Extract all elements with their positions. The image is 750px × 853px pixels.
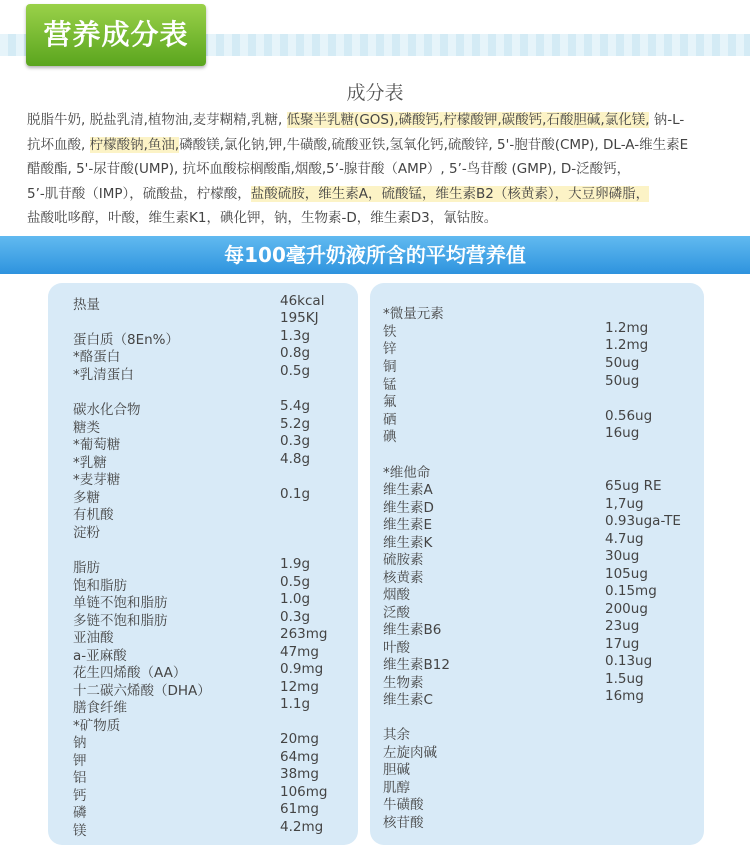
- nutrient-value: 1.3g: [280, 328, 311, 344]
- nutrient-value: 0.3g: [280, 433, 311, 449]
- nutrient-value: 16mg: [605, 688, 644, 704]
- nutrient-name: 脂肪: [73, 560, 100, 576]
- nutrient-value: 46kcal: [280, 293, 325, 309]
- ingredients-line: [27, 133, 735, 158]
- nutrient-name: *麦芽糖: [73, 472, 121, 488]
- nutrient-name: 锌: [383, 341, 397, 357]
- header-bar: [0, 0, 750, 62]
- nutrient-value: 1.9g: [280, 556, 311, 572]
- ingredients-segment: 醋酸酯, 5'-尿苷酸(UMP), 抗坏血酸棕榈酸酯,烟酸,5’-腺苷酸（AMP）, 5’-鸟苷酸 (GMP), D-泛酸钙，: [27, 161, 631, 178]
- ingredients-text: [27, 108, 735, 231]
- ingredients-segment: 盐酸吡哆醇，叶酸，维生素K1，碘化钾，钠，生物素-D，维生素D3，氰钴胺。: [27, 210, 498, 227]
- nutrient-name: *乳清蛋白: [73, 367, 134, 383]
- nutrient-name: 维生素E: [383, 517, 433, 533]
- nutrient-name: *酪蛋白: [73, 349, 121, 365]
- nutrient-value: 1.2mg: [605, 320, 649, 336]
- nutrient-name: 膳食纤维: [73, 700, 127, 716]
- ingredients-subtitle: 成分表: [346, 82, 404, 104]
- nutrient-value: 1.2mg: [605, 337, 649, 353]
- nutrient-value: 17ug: [605, 636, 640, 652]
- nutrient-value: 61mg: [280, 801, 319, 817]
- nutrient-name: *微量元素: [383, 306, 444, 322]
- nutrient-value: 47mg: [280, 644, 319, 660]
- nutrient-name: 锰: [383, 377, 397, 393]
- ingredients-segment: 抗坏血酸,: [27, 136, 90, 153]
- nutrient-value: 65ug RE: [605, 478, 662, 494]
- nutrient-name: 亚油酸: [73, 630, 114, 646]
- nutrient-name: 泛酸: [383, 605, 410, 621]
- ingredients-highlight: 低聚半乳糖(GOS),磷酸钙,柠檬酸钾,碳酸钙,石酸胆碱,氯化镁,: [286, 112, 650, 128]
- nutrient-value: 200ug: [605, 601, 648, 617]
- nutrient-value: 0.56ug: [605, 408, 653, 424]
- nutrient-value: 4.2mg: [280, 819, 324, 835]
- nutrient-name: 维生素D: [383, 500, 434, 516]
- nutrient-name: 氟: [383, 394, 397, 410]
- nutrient-value: 4.8g: [280, 451, 311, 467]
- ingredients-segment: 钠-L-: [649, 112, 685, 128]
- nutrient-name: 钠: [73, 735, 87, 751]
- nutrient-name: 维生素B12: [383, 657, 450, 673]
- nutrient-value: 0.8g: [280, 345, 311, 361]
- nutrient-value: 64mg: [280, 749, 319, 765]
- nutrient-name: 磷: [73, 805, 87, 821]
- nutrition-banner: [0, 236, 750, 274]
- nutrient-value: 263mg: [280, 626, 328, 642]
- nutrient-name: 钾: [73, 753, 87, 769]
- nutrient-name: 淀粉: [73, 525, 100, 541]
- nutrient-value: 5.2g: [280, 416, 311, 432]
- nutrient-value: 12mg: [280, 679, 319, 695]
- nutrient-name: 铁: [383, 324, 397, 340]
- nutrient-name: 胆碱: [383, 762, 410, 778]
- nutrient-name: 维生素K: [383, 535, 433, 551]
- ingredients-highlight: 大豆卵磷脂，: [568, 185, 650, 202]
- nutrient-value: 0.15mg: [605, 583, 657, 599]
- nutrient-value: 0.13ug: [605, 653, 653, 669]
- nutrient-name: 烟酸: [383, 587, 410, 603]
- ingredients-line: [27, 108, 735, 133]
- nutrient-value: 30ug: [605, 548, 640, 564]
- nutrient-name: a-亚麻酸: [73, 648, 127, 664]
- nutrient-value: 1.1g: [280, 696, 311, 712]
- nutrient-value: 1.5ug: [605, 671, 644, 687]
- nutrient-name: 多链不饱和脂肪: [73, 613, 168, 629]
- nutrient-name: 饱和脂肪: [73, 578, 127, 594]
- ingredients-line: [27, 182, 735, 207]
- nutrient-name: 铝: [73, 770, 87, 786]
- nutrient-name: 蛋白质（8En%）: [73, 332, 180, 348]
- nutrient-name: 碘: [383, 429, 397, 445]
- nutrient-value: 0.1g: [280, 486, 311, 502]
- nutrient-name: 核苷酸: [383, 815, 424, 831]
- nutrient-name: 硫胺素: [383, 552, 424, 568]
- nutrient-name: 肌醇: [383, 780, 410, 796]
- nutrient-value: 16ug: [605, 425, 640, 441]
- nutrient-value: 1,7ug: [605, 496, 644, 512]
- nutrient-value: 23ug: [605, 618, 640, 634]
- ingredients-segment: 脱脂牛奶, 脱盐乳清,植物油,麦芽糊精,乳糖,: [27, 112, 287, 128]
- nutrient-name: 碳水化合物: [73, 402, 141, 418]
- nutrient-name: 左旋肉碱: [383, 745, 437, 761]
- nutrient-name: 维生素A: [383, 482, 433, 498]
- nutrient-value: 20mg: [280, 731, 319, 747]
- nutrient-value: 50ug: [605, 373, 640, 389]
- nutrient-value: 0.3g: [280, 609, 311, 625]
- nutrient-name: 生物素: [383, 675, 424, 691]
- nutrient-name: *葡萄糖: [73, 437, 121, 453]
- ingredients-highlight: 盐酸硫胺，维生素A，硫酸锰，维生素B2（核黄素），: [250, 185, 569, 202]
- nutrient-name: 镁: [73, 823, 87, 839]
- page-title: 营养成分表: [43, 18, 189, 51]
- nutrient-name: 单链不饱和脂肪: [73, 595, 168, 611]
- nutrient-value: 5.4g: [280, 398, 311, 414]
- ingredients-line: [27, 206, 735, 231]
- nutrient-value: 105ug: [605, 566, 648, 582]
- nutrient-name: 牛磺酸: [383, 797, 424, 813]
- nutrient-value: 0.9mg: [280, 661, 324, 677]
- nutrient-value: 106mg: [280, 784, 328, 800]
- nutrition-banner-title: 每100毫升奶液所含的平均营养值: [224, 243, 526, 267]
- nutrient-name: 花生四烯酸（AA）: [73, 665, 187, 681]
- nutrient-name: *乳糖: [73, 455, 107, 471]
- nutrient-name: 有机酸: [73, 507, 114, 523]
- nutrient-value: 0.93uga-TE: [605, 513, 681, 529]
- nutrient-name: 钙: [73, 788, 87, 804]
- nutrient-value: 0.5g: [280, 363, 311, 379]
- nutrient-value: 0.5g: [280, 574, 311, 590]
- nutrient-name: 核黄素: [383, 570, 424, 586]
- ingredients-line: [27, 157, 735, 182]
- nutrient-name: 热量: [73, 297, 100, 313]
- ingredients-segment: 磷酸镁,氯化钠,钾,牛磺酸,硫酸亚铁,氢氧化钙,硫酸锌, 5'-胞苷酸(CMP), DL-A-维生素E: [179, 136, 689, 153]
- nutrient-name: 多糖: [73, 490, 100, 506]
- nutrient-name: *维他命: [383, 465, 431, 481]
- nutrient-value: 4.7ug: [605, 531, 644, 547]
- nutrition-panel-left: [48, 283, 358, 845]
- ingredients-segment: 5’-肌苷酸（IMP），硫酸盐，柠檬酸，: [27, 185, 251, 202]
- nutrition-panel-right: [370, 283, 704, 845]
- nutrient-name: 硒: [383, 412, 397, 428]
- nutrient-name: 十二碳六烯酸（DHA）: [73, 683, 211, 699]
- nutrient-name: 叶酸: [383, 640, 410, 656]
- nutrient-name: 糖类: [73, 420, 100, 436]
- nutrient-name: 铜: [383, 359, 397, 375]
- nutrient-name: 维生素B6: [383, 622, 442, 638]
- nutrient-value: 1.0g: [280, 591, 311, 607]
- nutrient-name: *矿物质: [73, 718, 121, 734]
- nutrient-name: 维生素C: [383, 692, 433, 708]
- title-badge: [26, 4, 206, 66]
- ingredients-highlight: 柠檬酸钠,鱼油,: [89, 136, 180, 153]
- nutrient-value: 38mg: [280, 766, 319, 782]
- nutrient-value: 195KJ: [280, 310, 319, 326]
- nutrient-value: 50ug: [605, 355, 640, 371]
- nutrient-name: 其余: [383, 727, 410, 743]
